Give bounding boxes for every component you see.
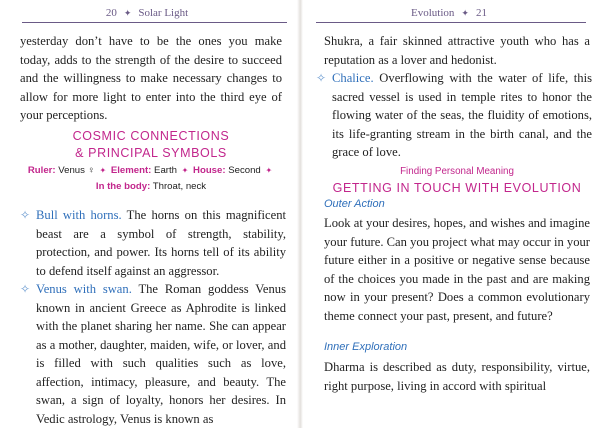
- element-value: Earth: [154, 165, 177, 176]
- diamond-icon: ✦: [265, 166, 273, 175]
- ruler-value: Venus ♀: [58, 165, 95, 176]
- star-icon: ✦: [461, 7, 469, 18]
- symbol-name: Venus with swan.: [36, 282, 132, 296]
- bullet-star-icon: ✧: [316, 71, 327, 85]
- diamond-icon: ✦: [99, 166, 107, 175]
- right-running-head: [324, 6, 574, 20]
- bullet-star-icon: ✧: [20, 282, 31, 296]
- ruler-label: Ruler:: [27, 165, 56, 176]
- left-header-rule: [22, 22, 287, 23]
- body-label: In the body:: [95, 181, 151, 192]
- house-label: House:: [193, 165, 226, 176]
- right-continuation-paragraph: Shukra, a fair skinned attractive youth who has a reputation as a lover and hedonist.: [324, 34, 590, 67]
- left-page: [0, 0, 298, 428]
- house-value: Second: [228, 165, 261, 176]
- symbol-item: [20, 206, 286, 280]
- symbol-text: The Roman goddess Venus known in ancient Greece as Aphrodite is linked with the planet sharing her name. She can appear as a mother, daughter, maiden, wife, or lover, and is filled with such qualities such as love, affection, intimacy, pleasure, and beauty. The swan, a sign of loyalty, honors her desires. In Vedic astrology, Venus is known as: [36, 282, 286, 426]
- inner-exploration-paragraph: Dharma is described as duty, responsibility, virtue, right purpose, living in accord with spiritual: [324, 360, 590, 393]
- symbol-item: [20, 280, 286, 428]
- section-heading: GETTING IN TOUCH WITH EVOLUTION: [332, 181, 582, 195]
- left-running-title: Solar Light: [138, 7, 189, 19]
- body-value: Throat, neck: [152, 181, 207, 192]
- symbol-text: The horns on this magnificent beast are a symbol of strength, stability, protection, and power. Its horns tell of its ability to defend itself against an aggressor.: [36, 208, 287, 278]
- left-continuation-paragraph: yesterday don’t have to be the ones you make today, adds to the strength of the desire to succeed and the willingness to make necessary changes to allow for more light to enter into the third eye of your perceptions.: [20, 34, 282, 122]
- section-heading-line1: COSMIC CONNECTIONS: [72, 129, 230, 143]
- star-icon: ✦: [123, 7, 132, 18]
- body-line: [20, 179, 282, 194]
- symbol-text: Overflowing with the water of life, this sacred vessel is used in temple rites to honor the flowing water of the seas, the fluidity of emotions, its life-granting stream in the birth canal, and the grace of love.: [332, 71, 592, 159]
- symbol-item: [316, 69, 592, 162]
- element-label: Element:: [110, 165, 152, 176]
- right-header-rule: [316, 22, 586, 23]
- right-running-title: Evolution: [411, 7, 455, 19]
- inner-exploration-label: Inner Exploration: [324, 341, 408, 353]
- symbol-name: Bull with horns.: [36, 208, 122, 222]
- bullet-star-icon: ✧: [20, 208, 31, 222]
- outer-action-label: Outer Action: [324, 198, 385, 210]
- outer-action-paragraph: Look at your desires, hopes, and wishes and imagine your future. Can you project what may occur in your future either in a positive or negative sense because of the choices you made in the past and are making now in your present? Does a common evolutionary theme connect your past, present, and future?: [324, 216, 590, 323]
- attributes-line: [20, 163, 282, 178]
- right-page-number: 21: [475, 7, 487, 19]
- diamond-icon: ✦: [181, 166, 189, 175]
- left-page-number: 20: [105, 7, 117, 19]
- symbol-name: Chalice.: [332, 71, 374, 85]
- left-running-head: [22, 6, 272, 20]
- section-heading-line2: & PRINCIPAL SYMBOLS: [75, 146, 227, 160]
- section-subheading: Finding Personal Meaning: [400, 166, 514, 177]
- right-page: [302, 0, 600, 428]
